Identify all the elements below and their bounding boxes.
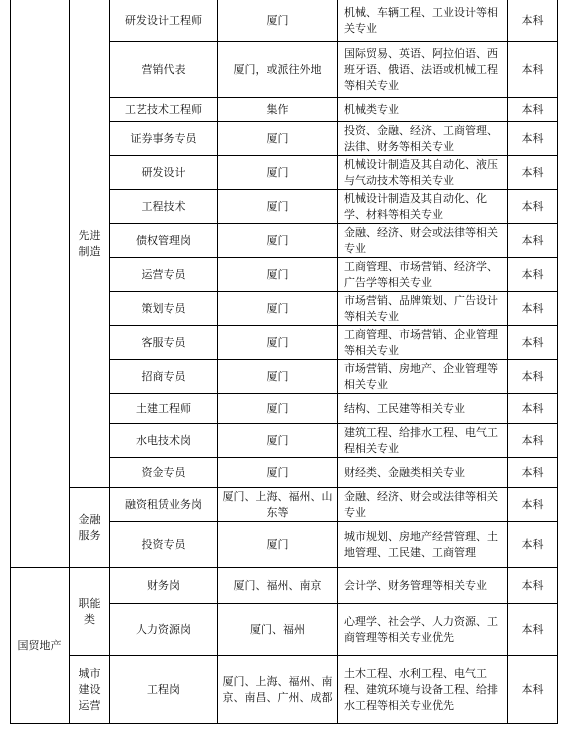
location-cell: 厦门 [218, 258, 338, 292]
location-cell: 厦门 [218, 292, 338, 326]
major-cell: 金融、经济、财会或法律等相关专业 [338, 224, 508, 258]
group-label: 先进制造 [70, 0, 110, 488]
major-cell: 城市规划、房地产经营管理、土地管理、工民建、工商管理 [338, 522, 508, 568]
group-label: 城市建设运营 [70, 656, 110, 724]
degree-cell: 本科 [508, 98, 558, 122]
company-cell-empty [10, 0, 70, 568]
location-cell: 厦门、上海、福州、南京、南昌、广州、成都 [218, 656, 338, 724]
location-cell: 厦门 [218, 326, 338, 360]
major-cell: 心理学、社会学、人力资源、工商管理等相关专业优先 [338, 604, 508, 656]
position-cell: 营销代表 [110, 42, 218, 98]
position-cell: 水电技术岗 [110, 424, 218, 458]
degree-cell: 本科 [508, 458, 558, 488]
position-cell: 招商专员 [110, 360, 218, 394]
degree-cell: 本科 [508, 424, 558, 458]
position-cell: 研发设计工程师 [110, 0, 218, 42]
position-cell: 融资租赁业务岗 [110, 488, 218, 522]
major-cell: 金融、经济、财会或法律等相关专业 [338, 488, 508, 522]
group-label: 金融服务 [70, 488, 110, 568]
degree-cell: 本科 [508, 156, 558, 190]
major-cell: 国际贸易、英语、阿拉伯语、西班牙语、俄语、法语或机械工程等相关专业 [338, 42, 508, 98]
major-cell: 市场营销、品牌策划、广告设计等相关专业 [338, 292, 508, 326]
major-cell: 结构、工民建等相关专业 [338, 394, 508, 424]
location-cell: 厦门 [218, 224, 338, 258]
company-label: 国贸地产 [10, 568, 70, 724]
position-cell: 土建工程师 [110, 394, 218, 424]
degree-cell: 本科 [508, 488, 558, 522]
major-cell: 机械设计制造及其自动化、液压与气动技术等相关专业 [338, 156, 508, 190]
degree-cell: 本科 [508, 42, 558, 98]
position-cell: 客服专员 [110, 326, 218, 360]
major-cell: 机械设计制造及其自动化、化学、材料等相关专业 [338, 190, 508, 224]
degree-cell: 本科 [508, 122, 558, 156]
position-cell: 人力资源岗 [110, 604, 218, 656]
position-cell: 策划专员 [110, 292, 218, 326]
major-cell: 工商管理、市场营销、企业管理等相关专业 [338, 326, 508, 360]
location-cell: 厦门 [218, 424, 338, 458]
location-cell: 厦门 [218, 394, 338, 424]
degree-cell: 本科 [508, 360, 558, 394]
degree-cell: 本科 [508, 258, 558, 292]
major-cell: 土木工程、水利工程、电气工程、建筑环境与设备工程、给排水工程等相关专业优先 [338, 656, 508, 724]
major-cell: 投资、金融、经济、工商管理、法律、财务等相关专业 [338, 122, 508, 156]
position-cell: 工艺技术工程师 [110, 98, 218, 122]
major-cell: 工商管理、市场营销、经济学、广告学等相关专业 [338, 258, 508, 292]
degree-cell: 本科 [508, 568, 558, 604]
position-cell: 研发设计 [110, 156, 218, 190]
major-cell: 财经类、金融类相关专业 [338, 458, 508, 488]
degree-cell: 本科 [508, 656, 558, 724]
degree-cell: 本科 [508, 326, 558, 360]
location-cell: 集作 [218, 98, 338, 122]
major-cell: 机械类专业 [338, 98, 508, 122]
location-cell: 厦门，或派往外地 [218, 42, 338, 98]
degree-cell: 本科 [508, 604, 558, 656]
location-cell: 厦门 [218, 360, 338, 394]
position-cell: 投资专员 [110, 522, 218, 568]
location-cell: 厦门 [218, 122, 338, 156]
location-cell: 厦门 [218, 522, 338, 568]
location-cell: 厦门 [218, 0, 338, 42]
group-label: 职能类 [70, 568, 110, 656]
position-cell: 证券事务专员 [110, 122, 218, 156]
location-cell: 厦门 [218, 190, 338, 224]
position-cell: 资金专员 [110, 458, 218, 488]
major-cell: 建筑工程、给排水工程、电气工程相关专业 [338, 424, 508, 458]
degree-cell: 本科 [508, 190, 558, 224]
location-cell: 厦门、上海、福州、山东等 [218, 488, 338, 522]
major-cell: 机械、车辆工程、工业设计等相关专业 [338, 0, 508, 42]
position-cell: 工程技术 [110, 190, 218, 224]
degree-cell: 本科 [508, 224, 558, 258]
position-cell: 工程岗 [110, 656, 218, 724]
position-cell: 债权管理岗 [110, 224, 218, 258]
position-cell: 财务岗 [110, 568, 218, 604]
degree-cell: 本科 [508, 394, 558, 424]
location-cell: 厦门、福州 [218, 604, 338, 656]
degree-cell: 本科 [508, 0, 558, 42]
location-cell: 厦门 [218, 156, 338, 190]
major-cell: 市场营销、房地产、企业管理等相关专业 [338, 360, 508, 394]
major-cell: 会计学、财务管理等相关专业 [338, 568, 508, 604]
degree-cell: 本科 [508, 292, 558, 326]
location-cell: 厦门、福州、南京 [218, 568, 338, 604]
position-cell: 运营专员 [110, 258, 218, 292]
degree-cell: 本科 [508, 522, 558, 568]
location-cell: 厦门 [218, 458, 338, 488]
